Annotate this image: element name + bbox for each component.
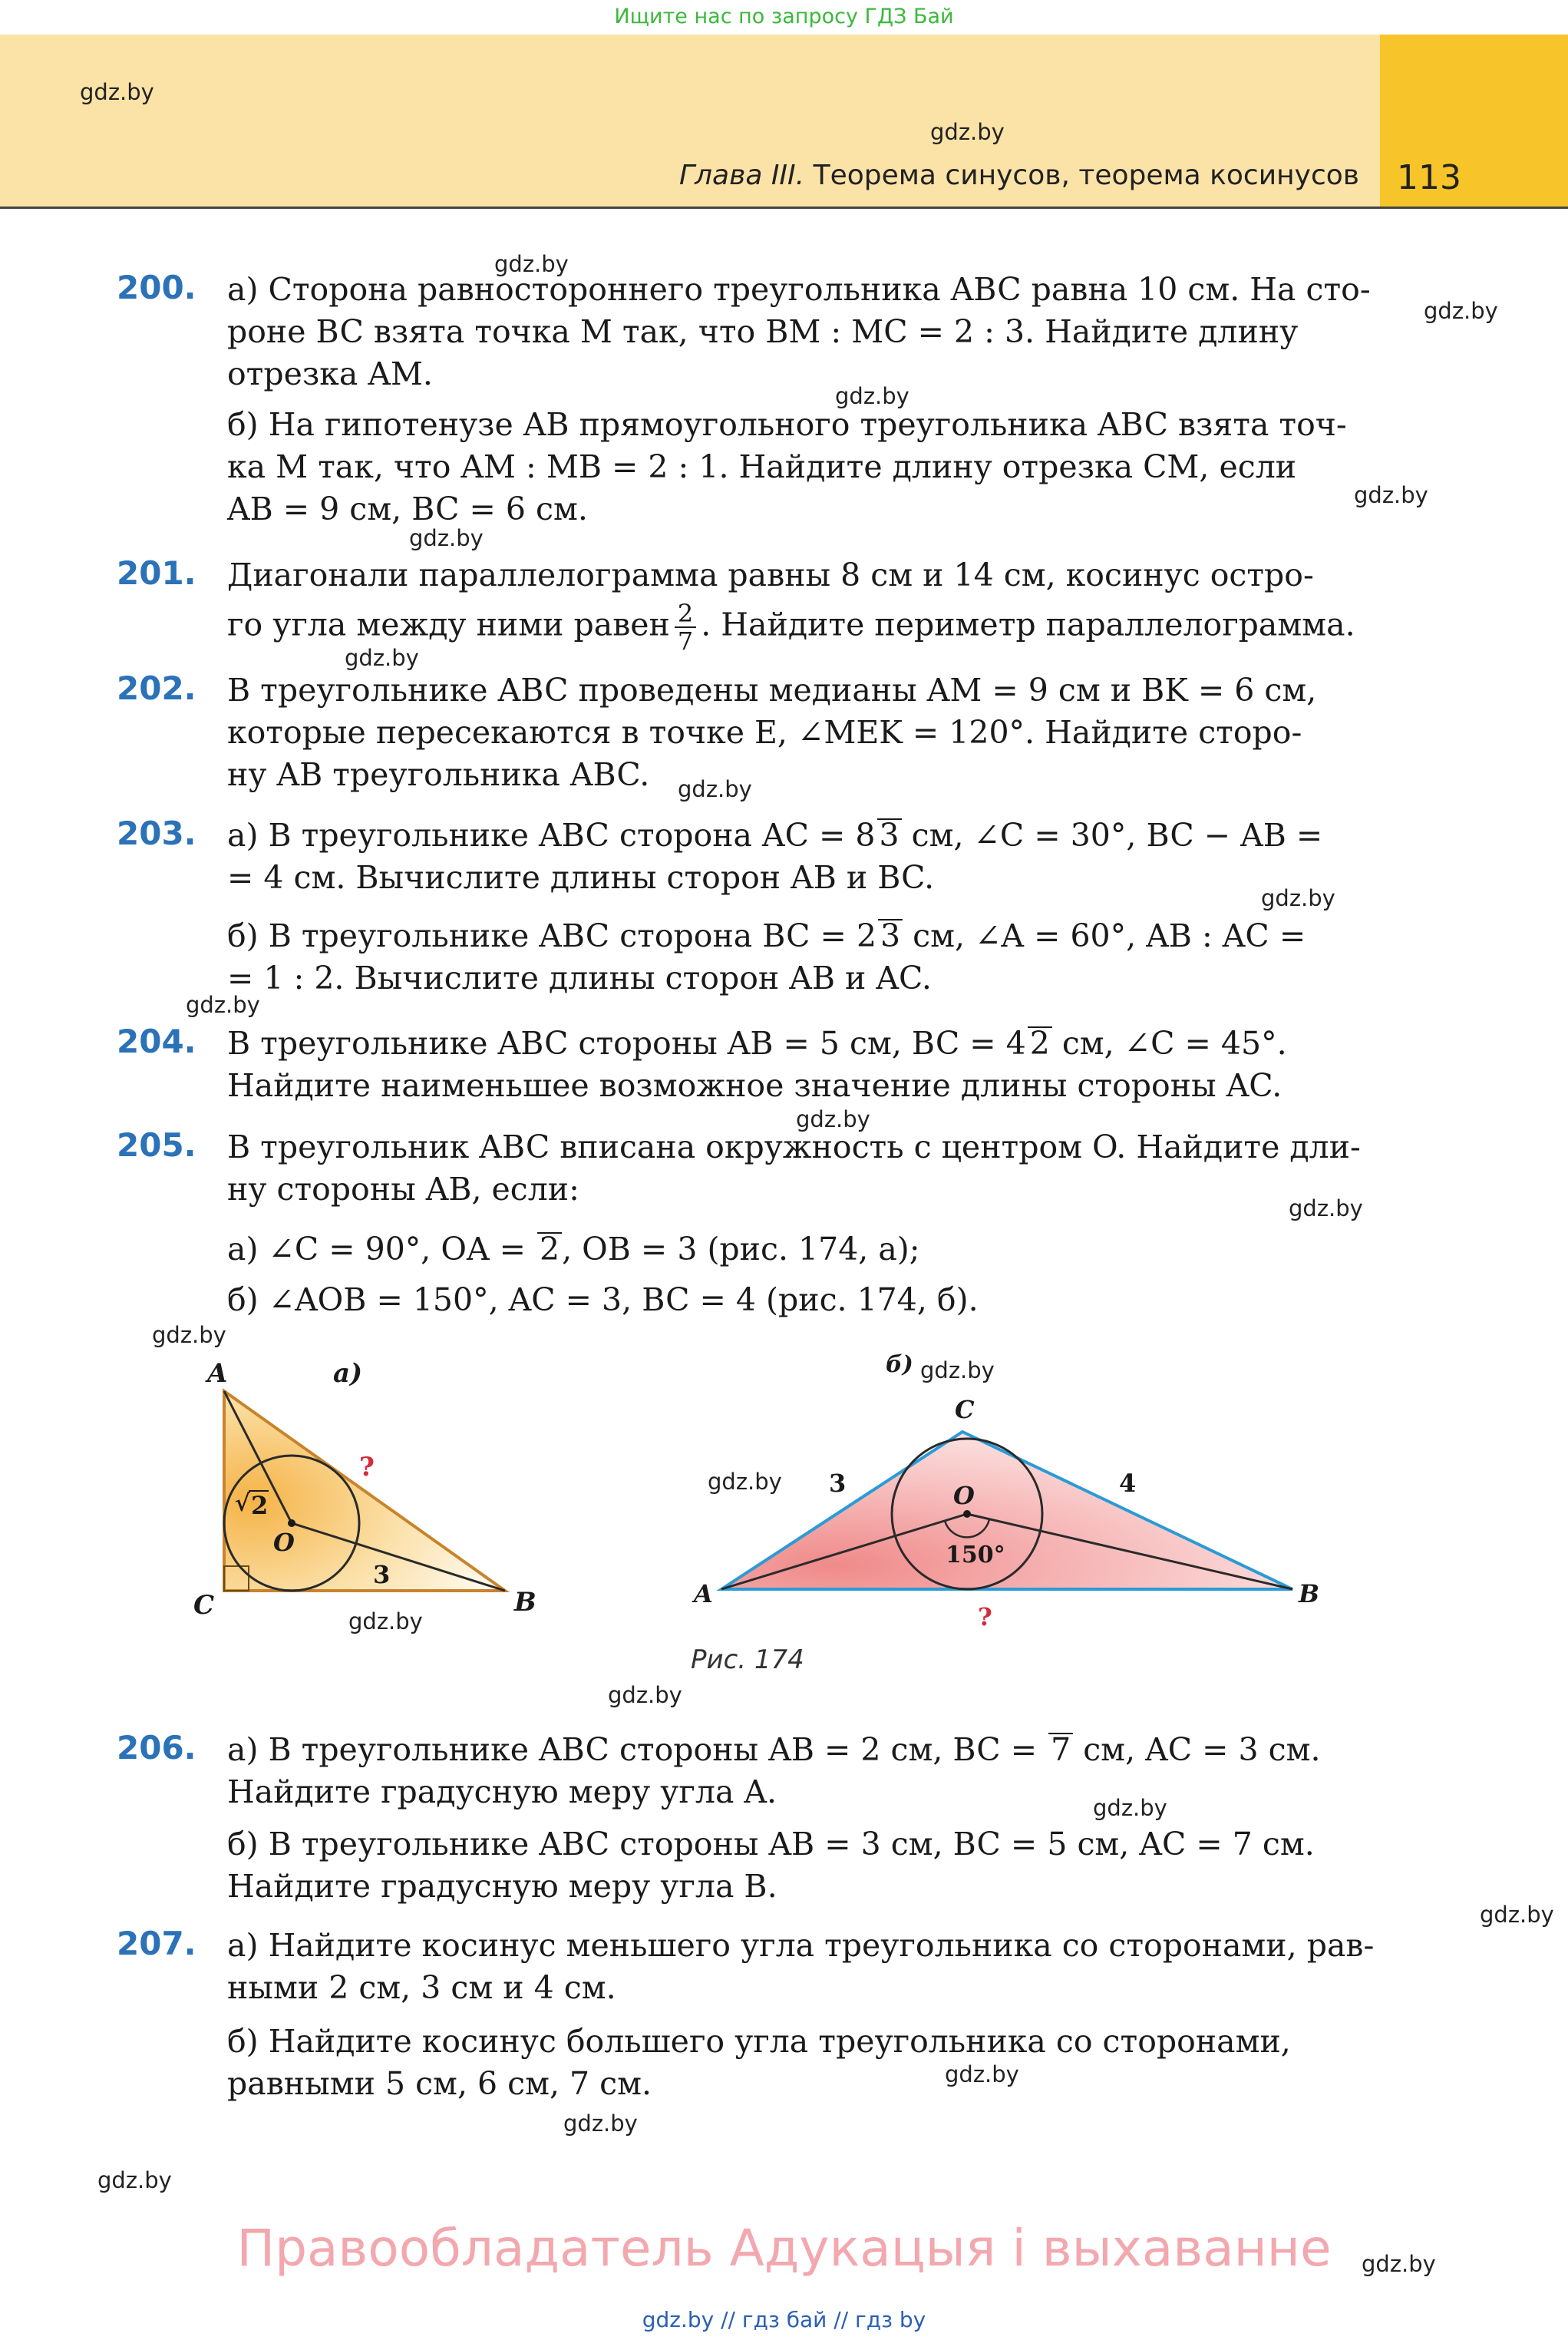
problem-text: AB = 9 см, BC = 6 см. <box>227 491 588 527</box>
unknown-mark: ? <box>359 1452 375 1482</box>
page-number: 113 <box>1397 158 1461 197</box>
problem-text: а) Сторона равностороннего треугольника ABC равна 10 см. На сто- <box>227 271 1371 308</box>
watermark: gdz.by <box>1093 1795 1167 1821</box>
watermark: gdz.by <box>920 1357 995 1383</box>
chapter-name: Теорема синусов, теорема косинусов <box>813 160 1359 191</box>
top-note: Ищите нас по запросу ГДЗ Бай <box>614 5 954 28</box>
problem-number: 201. <box>117 554 196 592</box>
sqrt-radicand: 7 <box>1051 1731 1071 1768</box>
watermark: gdz.by <box>494 251 569 277</box>
text-part: см, ∠C = 45°. <box>1051 1025 1287 1062</box>
watermark: gdz.by <box>345 645 419 671</box>
problem-text <box>227 915 1380 957</box>
watermark: gdz.by <box>97 2167 172 2193</box>
watermark: gdz.by <box>1289 1195 1363 1221</box>
watermark: gdz.by <box>608 1682 682 1708</box>
problem-number: 203. <box>117 815 196 852</box>
problem-text: б) Найдите косинус большего угла треугольника со сторонами, <box>227 2023 1291 2060</box>
label-ac: 3 <box>829 1469 847 1498</box>
problem-text: которые пересекаются в точке E, ∠MEK = 120°. Найдите сторо- <box>227 714 1302 751</box>
problem-number: 202. <box>117 669 196 707</box>
watermark: gdz.by <box>348 1608 423 1634</box>
watermark: gdz.by <box>409 525 484 551</box>
problem-number: 204. <box>117 1023 196 1060</box>
problem-text: Диагонали параллелограмма равны 8 см и 14 см, косинус остро- <box>227 557 1314 593</box>
label-o: O <box>953 1481 975 1510</box>
problem-text: = 4 см. Вычислите длины сторон AB и BC. <box>227 859 935 896</box>
fraction-denominator: 7 <box>677 626 694 656</box>
unknown-mark: ? <box>978 1602 992 1631</box>
header-rule <box>0 207 1568 209</box>
problem-text: а) Найдите косинус меньшего угла треугольника со сторонами, рав- <box>227 1927 1375 1964</box>
problem-text: ными 2 см, 3 см и 4 см. <box>227 1969 616 2006</box>
watermark: gdz.by <box>678 776 752 802</box>
sqrt <box>1048 1731 1073 1768</box>
sqrt-sign: √ <box>235 1490 250 1517</box>
watermark: gdz.by <box>1424 298 1498 324</box>
sqrt <box>1028 1025 1052 1062</box>
problem-text: ну AB треугольника ABC. <box>227 756 650 793</box>
text-part: а) В треугольнике ABC сторона AC = 8 <box>227 817 876 854</box>
sqrt-radicand: 3 <box>879 817 900 854</box>
problem-text: = 1 : 2. Вычислите длины сторон AB и AC. <box>227 960 932 996</box>
label-oa: 2 <box>251 1491 269 1520</box>
problem-text: равными 5 см, 6 см, 7 см. <box>227 2065 652 2102</box>
figure-174a <box>177 1344 545 1635</box>
watermark: gdz.by <box>80 79 154 105</box>
watermark: gdz.by <box>1362 2251 1436 2277</box>
text-part: см, AC = 3 см. <box>1073 1731 1321 1768</box>
problem-text: ну стороны AB, если: <box>227 1171 579 1208</box>
figure-caption: Рис. 174 <box>691 1644 804 1675</box>
text-part: В треугольнике ABC стороны AB = 5 см, BC = 4 <box>227 1025 1026 1062</box>
problem-text: роне BC взята точка M так, что BM : MC = 2 : 3. Найдите длину <box>227 313 1299 350</box>
figure-label-b: б) <box>886 1351 913 1378</box>
problem-text: В треугольник ABC вписана окружность с центром O. Найдите дли- <box>227 1129 1361 1165</box>
problem-text <box>227 1023 1380 1065</box>
problem-text <box>227 600 1380 654</box>
problem-text <box>227 815 1380 857</box>
fraction <box>675 600 696 654</box>
sqrt <box>537 1231 562 1268</box>
label-angle: 150° <box>946 1542 1005 1568</box>
label-b: B <box>514 1587 536 1618</box>
label-bc: 4 <box>1119 1469 1137 1498</box>
text-part: см, ∠A = 60°, AB : AC = <box>903 917 1306 954</box>
problem-text: б) На гипотенузе AB прямоугольного треугольника ABC взята точ- <box>227 406 1347 443</box>
text-part: го угла между ними равен <box>227 606 670 643</box>
text-part: , OB = 3 (рис. 174, а); <box>562 1231 920 1268</box>
problem-text: В треугольнике ABC проведены медианы AM = 9 см и BK = 6 см, <box>227 672 1317 709</box>
sqrt <box>878 917 903 954</box>
text-part: . Найдите периметр параллелограмма. <box>701 606 1355 643</box>
text-part: б) В треугольнике ABC сторона BC = 2 <box>227 917 877 954</box>
watermark: gdz.by <box>930 119 1005 145</box>
center-point <box>963 1510 971 1518</box>
problem-number: 206. <box>117 1729 196 1767</box>
label-b: B <box>1299 1579 1320 1608</box>
watermark: gdz.by <box>1354 482 1428 508</box>
copyright-notice: Правообладатель Адукацыя і выхаванне <box>236 2219 1332 2278</box>
label-o: O <box>273 1528 295 1557</box>
text-part: а) ∠C = 90°, OA = <box>227 1231 536 1268</box>
label-ob: 3 <box>373 1560 391 1589</box>
footer-links[interactable]: gdz.by // гдз бай // гдз by <box>642 2307 926 2332</box>
chapter-title <box>679 160 1359 191</box>
watermark: gdz.by <box>152 1322 226 1348</box>
watermark: gdz.by <box>945 2061 1019 2087</box>
watermark: gdz.by <box>563 2110 638 2137</box>
problem-number: 205. <box>117 1126 196 1164</box>
watermark: gdz.by <box>1480 1902 1554 1928</box>
text-part: см, ∠C = 30°, BC − AB = <box>901 817 1323 854</box>
text-part: а) В треугольнике ABC стороны AB = 2 см, BC = <box>227 1731 1048 1768</box>
watermark: gdz.by <box>708 1469 782 1495</box>
label-a: A <box>694 1579 713 1608</box>
problem-text: б) В треугольнике ABC стороны AB = 3 см, BC = 5 см, AC = 7 см. <box>227 1826 1315 1862</box>
label-c: C <box>193 1590 215 1621</box>
watermark: gdz.by <box>186 992 260 1018</box>
problem-number: 207. <box>117 1925 196 1962</box>
sqrt-radicand: 3 <box>880 917 901 954</box>
problem-number: 200. <box>117 269 196 306</box>
problem-text <box>227 1729 1380 1771</box>
chapter-prefix: Глава III. <box>678 160 805 191</box>
problem-text <box>227 1228 1380 1271</box>
figure-174b <box>675 1340 1335 1639</box>
label-c: C <box>955 1395 975 1424</box>
watermark: gdz.by <box>796 1106 870 1132</box>
center-point <box>288 1519 295 1527</box>
problem-text: Найдите градусную меру угла B. <box>227 1868 777 1905</box>
fraction-numerator: 2 <box>675 600 696 628</box>
watermark: gdz.by <box>835 383 909 409</box>
watermark: gdz.by <box>1261 885 1335 911</box>
problem-text: б) ∠AOB = 150°, AC = 3, BC = 4 (рис. 174, б). <box>227 1281 979 1318</box>
triangle-abc <box>721 1432 1292 1589</box>
problem-text: ка M так, что AM : MB = 2 : 1. Найдите длину отрезка CM, если <box>227 448 1297 485</box>
sqrt-radicand: 2 <box>1029 1025 1050 1062</box>
sqrt <box>877 817 902 854</box>
problem-text: отрезка AM. <box>227 355 433 392</box>
sqrt-radicand: 2 <box>540 1231 560 1268</box>
label-a: A <box>207 1358 228 1389</box>
problem-text: Найдите градусную меру угла A. <box>227 1773 777 1810</box>
problem-text: Найдите наименьшее возможное значение длины стороны AC. <box>227 1067 1282 1104</box>
figure-label-a: а) <box>333 1358 363 1389</box>
